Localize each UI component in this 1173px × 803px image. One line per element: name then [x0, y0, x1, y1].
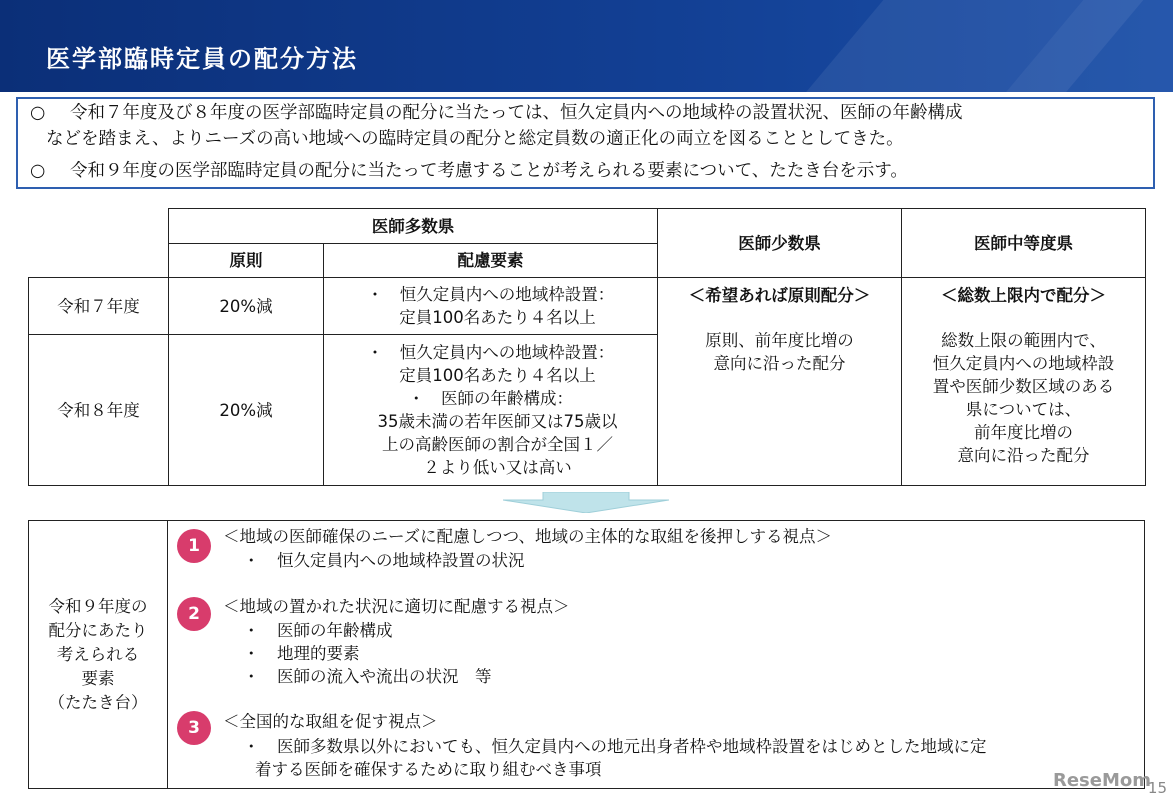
mid-heading: ＜総数上限内で配分＞	[941, 286, 1106, 305]
considerations-title-line: 令和９年度の	[48, 596, 148, 616]
consider-detail: 定員100名あたり４名以上	[399, 308, 596, 327]
viewpoint-number-badge: 1	[177, 529, 211, 563]
mid-text-line: 前年度比増の	[974, 423, 1073, 442]
mid-text-line: 置や医師少数区域のある	[932, 377, 1115, 396]
page-number: 15	[1147, 779, 1167, 797]
viewpoint-item: ・ 恒久定員内への地域枠設置の状況	[243, 551, 525, 570]
intro-text-line: 令和７年度及び８年度の医学部臨時定員の配分に当たっては、恒久定員内への地域枠の設置状況、医師の年齢構成	[70, 103, 963, 123]
header-consider: 配慮要素	[324, 244, 658, 278]
allocation-table	[28, 208, 1146, 486]
mid-text-line: 総数上限の範囲内で、	[941, 331, 1106, 350]
row-year: 令和７年度	[29, 278, 169, 335]
header-mid: 医師中等度県	[902, 209, 1146, 278]
header-principle: 原則	[169, 244, 324, 278]
viewpoint-item: ・ 地理的要素	[243, 644, 360, 663]
considerations-title	[29, 521, 168, 788]
intro-box	[16, 97, 1155, 189]
few-cell	[658, 278, 902, 486]
viewpoint-heading: ＜全国的な取組を促す視点＞	[223, 712, 438, 731]
row-principle: 20%減	[169, 278, 324, 335]
viewpoint-item: ・ 医師の年齢構成	[243, 621, 393, 640]
intro-text-line: 令和９年度の医学部臨時定員の配分に当たって考慮することが考えられる要素について、たたき台を示す。	[70, 161, 908, 181]
few-text-line: 意向に沿った配分	[713, 354, 846, 373]
header-many: 医師多数県	[169, 209, 658, 244]
header-banner	[0, 0, 1173, 92]
considerations-title-line: 配分にあたり	[48, 620, 148, 640]
viewpoint-number-badge: 3	[177, 711, 211, 745]
viewpoint-heading: ＜地域の置かれた状況に適切に配慮する視点＞	[223, 597, 570, 616]
consider-detail: 35歳未満の若年医師又は75歳以	[377, 412, 618, 431]
mid-cell	[902, 278, 1146, 486]
mid-text-line: 県については、	[965, 400, 1082, 419]
consider-item: ・ 医師の年齢構成：	[408, 389, 573, 408]
considerations-title-line: （たたき台）	[48, 692, 148, 712]
viewpoint-item: ・ 医師の流入や流出の状況 等	[243, 667, 492, 686]
consider-item: ・ 恒久定員内への地域枠設置：	[366, 285, 615, 304]
row-year: 令和８年度	[29, 335, 169, 486]
considerations-box	[28, 520, 1145, 789]
viewpoint-item: ・ 医師多数県以外においても、恒久定員内への地元出身者枠や地域枠設置をはじめとした地域に定	[243, 737, 987, 756]
few-text-line: 原則、前年度比増の	[705, 331, 854, 350]
viewpoint-heading: ＜地域の医師確保のニーズに配慮しつつ、地域の主体的な取組を後押しする視点＞	[223, 527, 833, 546]
intro-bullet: ○	[30, 161, 46, 181]
consider-detail: 定員100名あたり４名以上	[399, 366, 596, 385]
few-heading: ＜希望あれば原則配分＞	[688, 286, 871, 305]
row-consider	[324, 335, 658, 486]
intro-text-line: などを踏まえ、よりニーズの高い地域への臨時定員の配分と総定員数の適正化の両立を図ることとしてきた。	[46, 129, 904, 149]
viewpoint-number-badge: 2	[177, 597, 211, 631]
viewpoint-item-continuation: 着する医師を確保するために取り組むべき事項	[255, 760, 602, 779]
mid-text-line: 恒久定員内への地域枠設	[932, 354, 1115, 373]
considerations-title-line: 要素	[81, 668, 115, 688]
down-arrow-icon	[503, 492, 669, 513]
consider-detail: ２より低い又は高い	[423, 458, 572, 477]
considerations-title-line: 考えられる	[56, 644, 140, 664]
intro-bullet: ○	[30, 103, 46, 123]
row-principle: 20%減	[169, 335, 324, 486]
consider-item: ・ 恒久定員内への地域枠設置：	[366, 343, 615, 362]
header-few: 医師少数県	[658, 209, 902, 278]
page-title: 医学部臨時定員の配分方法	[46, 45, 358, 73]
mid-text-line: 意向に沿った配分	[957, 446, 1090, 465]
row-consider	[324, 278, 658, 335]
table-corner	[29, 209, 169, 278]
consider-detail: 上の高齢医師の割合が全国１／	[382, 435, 613, 454]
resemom-logo: ReseMom	[1052, 770, 1151, 791]
